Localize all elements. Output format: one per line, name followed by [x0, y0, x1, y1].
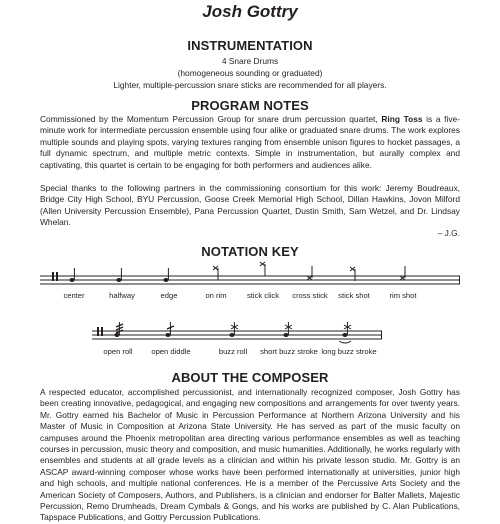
center-note — [69, 268, 74, 282]
label-stick-shot: stick shot — [338, 291, 370, 300]
label-open-roll: open roll — [103, 347, 133, 356]
percussion-clef — [52, 272, 54, 281]
halfway-note — [116, 268, 121, 282]
label-rim-shot: rim shot — [389, 291, 417, 300]
label-halfway: halfway — [109, 291, 135, 300]
notation-key-heading: NOTATION KEY — [201, 244, 299, 259]
instrumentation-heading: INSTRUMENTATION — [187, 38, 313, 53]
program-notes-heading: PROGRAM NOTES — [191, 98, 309, 113]
signature: – J.G. — [437, 228, 460, 238]
label-long-buzz-stroke: long buzz stroke — [321, 347, 377, 356]
p1-text-before: Commissioned by the Momentum Percussion Group for snare drum percussion quartet, — [40, 114, 382, 124]
piece-title: Ring Toss — [381, 114, 423, 124]
cross-stick-note — [307, 266, 312, 280]
percussion-clef — [97, 327, 99, 336]
composer-name: Josh Gottry — [202, 2, 298, 21]
edge-note — [163, 268, 168, 282]
instrumentation-line-2: (homogeneous sounding or graduated) — [177, 68, 323, 78]
stick-click-note — [260, 262, 265, 276]
about-composer-heading: ABOUT THE COMPOSER — [171, 370, 329, 385]
label-center: center — [63, 291, 85, 300]
about-composer-paragraph: A respected educator, accomplished percussionist, and internationally recognized composer, Josh Gottry has been creating innovative, pedagogical, and engaging new compositions and arrangements for over twenty years. Mr. Gottry earned his Bachelor of Music in Percussion Performance at Northern Arizona University and his Master of Music in Composition at Arizona State University. He has served as part of the music faculty on campuses around the Phoenix metropolitan area directing various performance ensembles as well as teaching courses in percussion, music theory and composition, and music humanities. Additionally, he works regularly with ensembles and students at all grade levels as a clinician and within his private lesson studio. Mr. Gottry is an ASCAP award-winning composer whose works have been performed internationally at universities, junior high and high schools, and multiple national conferences. He is a member of the Percussive Arts Society and the American Society of Composers, Authors, and Publishers, is a clinician and endorser for Balter Mallets, Majestic Percussion, Remo Drumheads, Dream Cymbals & Gongs, and his works are published by C. Alan Publications, Tapspace Publications, and Gottry Percussion Publications. — [40, 387, 460, 523]
percussion-clef — [101, 327, 103, 336]
long-buzz-stroke-note — [339, 322, 351, 343]
label-stick-click: stick click — [246, 291, 280, 300]
label-edge: edge — [160, 291, 178, 300]
instrumentation-line-3: Lighter, multiple-percussion snare sticks are recommended for all players. — [113, 80, 387, 90]
on-rim-note — [213, 266, 218, 280]
label-on-rim: on rim — [205, 291, 227, 300]
label-open-diddle: open diddle — [151, 347, 191, 356]
rim-shot-note — [400, 266, 405, 280]
p1-text-after: is a five-minute work for intermediate percussion ensemble using four alike or graduated snare drums. The work explores multiple sounds and playing spots, varying textures ranging from ensemble unison figures to hocket passages, a full dynamic spectrum, and multiple metric contexts. Simple in instrumentation, but aurally complex and captivating, this quartet is certain to be engaging for both performers and audiences alike. — [40, 114, 460, 170]
percussion-clef — [56, 272, 58, 281]
label-cross-stick: cross stick — [292, 291, 328, 300]
label-short-buzz-stroke: short buzz stroke — [260, 347, 318, 356]
label-buzz-roll: buzz roll — [218, 347, 248, 356]
program-notes-paragraph-2: Special thanks to the following partners in the commissioning consortium for this work: Jeremy Boudreaux, Bridge City High School, BYU Percussion, Goose Creek Memorial High School, Dillan Hawkins, Jovon Milford (Allen University Percussion Ensemble), Pana Percussion Quartet, Dustin Smith, Sam Wetzel, and Dr. Lindsay Whelan. — [40, 183, 460, 228]
instrumentation-line-1: 4 Snare Drums — [221, 56, 279, 66]
stick-shot-note — [350, 267, 355, 281]
